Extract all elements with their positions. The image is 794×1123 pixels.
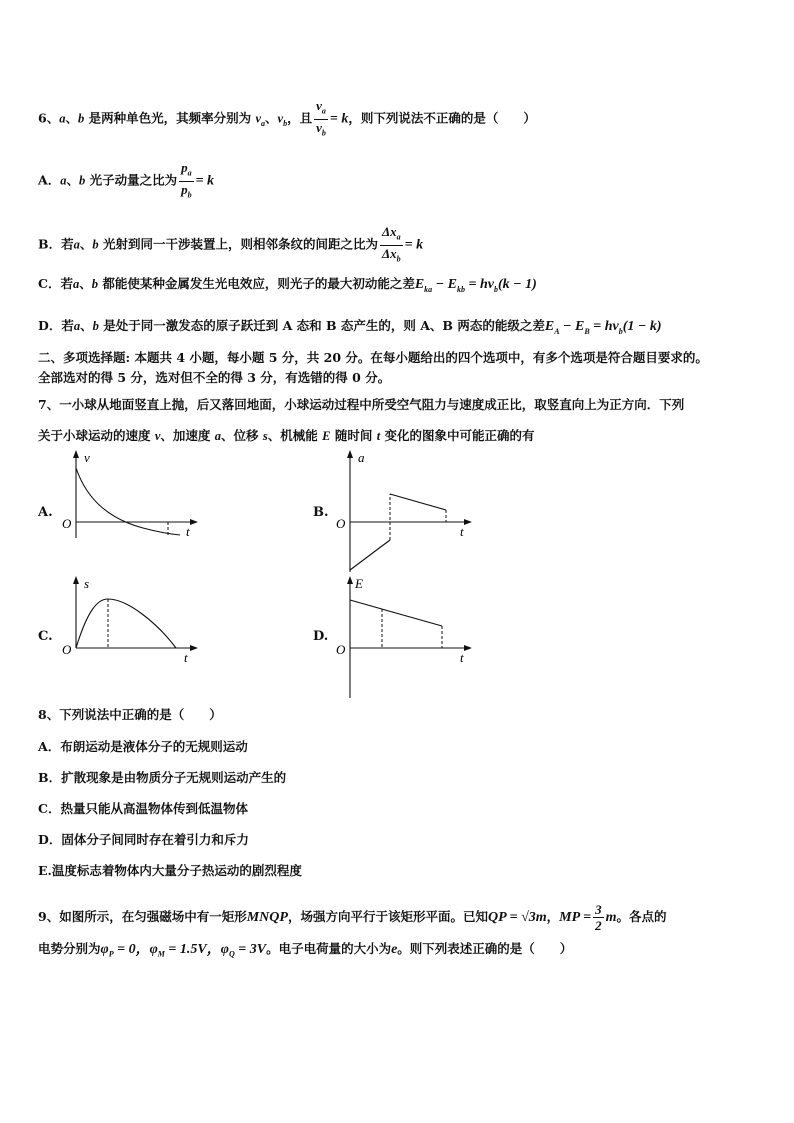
var-t: t [376,429,381,443]
qp-length: QP = √3m [487,910,547,925]
option-text: 光射到同一干涉装置上，则相邻条纹的间距之比为 [98,236,378,252]
p-symbol: p [181,181,188,197]
origin-label: O [62,516,72,531]
option-label: B．若 [38,236,74,252]
phi-q-value: = 3V [234,942,267,957]
option-text: 光子动量之比为 [85,172,178,188]
var-b: b [92,319,99,333]
rect-name: MNQP [246,910,288,925]
sub-b: b [493,284,498,294]
nu-symbol: ν [316,119,322,135]
var-a: a [59,111,66,126]
section2-line2: 全部选对的得 5 分，选对但不全的得 3 分，有选错的得 0 分。 [38,370,391,385]
var-a: a [72,277,80,291]
ek-diff-formula [415,277,537,292]
sub-a: a [321,106,326,116]
sub-b: b [396,254,401,264]
phi-m-value: = 1.5V， [164,942,221,957]
q6-question: ，则下列说法不正确的是（ ） [348,110,536,126]
graph-b [332,448,482,574]
mp-fraction [593,902,604,933]
minus: − [432,277,448,292]
y-arrow-icon [73,450,79,458]
h-nu: = hν [465,277,494,292]
sub-p: P [108,949,114,959]
q8-stem: 8、下列说法中正确的是（ ） [38,707,222,722]
eq-k: = k [329,111,349,127]
sep-text: 、 [65,110,78,126]
q9-line2 [38,941,572,963]
y-axis-label: a [358,450,365,465]
p-symbol: p [181,160,188,175]
graph-b-label: B. [313,505,329,520]
q9-text: 。电子电荷量的大小为 [266,941,392,956]
graph-c-label: C. [38,629,53,644]
phi-symbol: φ [220,942,229,957]
x-arrow-icon [464,645,472,651]
x-arrow-icon [190,645,198,651]
option-label: A． [38,172,61,188]
energy-diff-formula [545,319,662,334]
q7-text: 、机械能 [267,428,323,443]
var-e: e [391,942,398,957]
var-b: b [77,111,85,126]
option-label: D．若 [38,318,74,333]
q7-line1: 7、一小球从地面竖直上抛，后又落回地面，小球运动过程中所受空气阻力与速度成正比，取竖直向上为正方向．下列 [38,397,685,412]
phi-symbol: φ [149,942,158,957]
sub-B: B [584,326,590,336]
y-axis-label: s [84,576,90,591]
dx-ratio-fraction [380,224,403,266]
q6-option-d [38,318,662,340]
mp-unit: m [605,910,617,925]
var-s: s [262,429,268,443]
sub-kb: kb [457,284,465,294]
var-E: E [322,429,331,443]
phi-symbol: φ [100,942,109,957]
x-axis-label: t [186,524,190,539]
q6-stem [38,98,536,140]
q7-text: 随时间 [330,428,377,443]
sub-ka: ka [424,284,433,294]
q6-option-b [38,224,423,266]
q9-line1 [38,902,667,933]
x-axis-label: t [184,650,188,665]
option-label: C．若 [38,276,73,291]
q6-option-a [38,160,214,202]
q9-text: ，场强方向平行于该矩形平面。已知 [287,909,488,924]
option-text: 是处于同一激发态的原子跃迁到 A 态和 B 态产生的，则 A、B 两态的能级之差 [98,318,545,333]
graph-d [332,574,482,700]
sub-b: b [321,128,326,138]
q8-option-d: D．固体分子间同时存在着引力和斥力 [38,832,249,847]
a-segment-up [350,540,390,570]
sub-b: b [187,190,192,200]
y-arrow-icon [347,450,353,458]
option-text: 都能使某种金属发生光电效应，则光子的最大初动能之差 [97,276,415,291]
q8-option-e: E.温度标志着物体内大量分子热运动的剧烈程度 [38,863,302,878]
q8-option-b: B．扩散现象是由物质分子无规则运动产生的 [38,770,287,785]
q7-text: 、位移 [221,428,263,443]
mp-num: 3 [595,902,602,917]
sub-a: a [261,119,265,129]
sub-a: a [187,168,192,178]
graph-a [58,448,208,544]
q9-text: 。各点的 [616,909,667,924]
var-a: a [214,429,222,443]
graph-a-label: A. [38,505,53,520]
dx-symbol: Δx [381,224,397,239]
paren-expr: (k − 1) [497,277,537,292]
x-arrow-icon [190,519,198,525]
dx-symbol: Δx [381,245,397,261]
eq-k: = k [195,173,215,189]
phi-p-value: = 0， [113,942,150,957]
sep-text: 、 [265,110,278,126]
h-nu: = hν [589,319,619,334]
x-axis-label: t [460,650,464,665]
e-symbol: E [575,319,585,334]
q8-option-a: A．布朗运动是液体分子的无规则运动 [38,739,248,754]
sub-a: a [396,232,401,242]
nu-symbol: ν [277,111,284,126]
s-curve [76,599,176,648]
e-symbol: E [544,319,555,334]
q7-text: 、加速度 [160,428,215,443]
q7-text: 变化的图象中可能正确的有 [380,428,535,443]
var-b: b [91,277,98,291]
minus: − [559,319,576,334]
origin-label: O [336,516,346,531]
origin-label: O [62,642,72,657]
origin-label: O [336,642,346,657]
q9-text: 。则下列表述正确的是（ ） [397,941,573,956]
mp-den: 2 [595,918,602,933]
sub-b: b [283,119,288,129]
q6-text: ，且 [287,110,313,126]
var-a: a [73,237,80,252]
paren-expr: (1 − k) [622,319,662,334]
sub-b: b [618,326,623,336]
e-line [350,600,442,626]
q8-option-c: C．热量只能从高温物体传到低温物体 [38,801,248,816]
graph-c [58,574,208,670]
sub-q: Q [228,949,235,959]
sub-A: A [554,326,560,336]
y-axis-label: v [84,450,90,465]
q9-text: 9、如图所示，在匀强磁场中有一矩形 [38,909,247,924]
nu-symbol: ν [316,98,322,113]
y-arrow-icon [347,576,353,584]
a-segment-down [390,494,446,510]
sep-text: 、 [79,236,93,252]
var-v: v [154,429,161,443]
x-axis-label: t [460,524,464,539]
e-symbol: E [447,277,457,292]
eq-k: = k [404,237,424,253]
var-b: b [78,173,86,188]
sep-text: 、 [79,276,92,291]
sep-text: 、 [80,318,93,333]
nu-ratio-fraction [314,98,328,140]
q9-text: ， [546,909,560,924]
y-axis-label: E [355,576,363,591]
x-arrow-icon [464,519,472,525]
p-ratio-fraction [179,160,194,202]
e-symbol: E [414,277,425,292]
y-arrow-icon [73,576,79,584]
sub-m: M [157,949,165,959]
q6-option-c [38,276,537,298]
var-a: a [73,319,81,333]
v-curve [76,468,180,535]
section2-line1: 二、多项选择题: 本题共 4 小题，每小题 5 分，共 20 分。在每小题给出的四个选项中，有多个选项是符合题目要求的。 [38,350,708,365]
q6-text: 是两种单色光，其频率分别为 [84,110,256,126]
q6-number: 6、 [38,110,60,126]
graph-d-label: D. [313,629,329,644]
var-b: b [92,237,99,252]
q9-text: 电势分别为 [38,941,101,956]
mp-lhs: MP = [559,910,592,925]
var-a: a [60,173,67,188]
nu-symbol: ν [255,111,261,126]
q7-text: 关于小球运动的速度 [38,428,155,443]
sep-text: 、 [66,172,79,188]
q7-line2 [38,428,535,444]
